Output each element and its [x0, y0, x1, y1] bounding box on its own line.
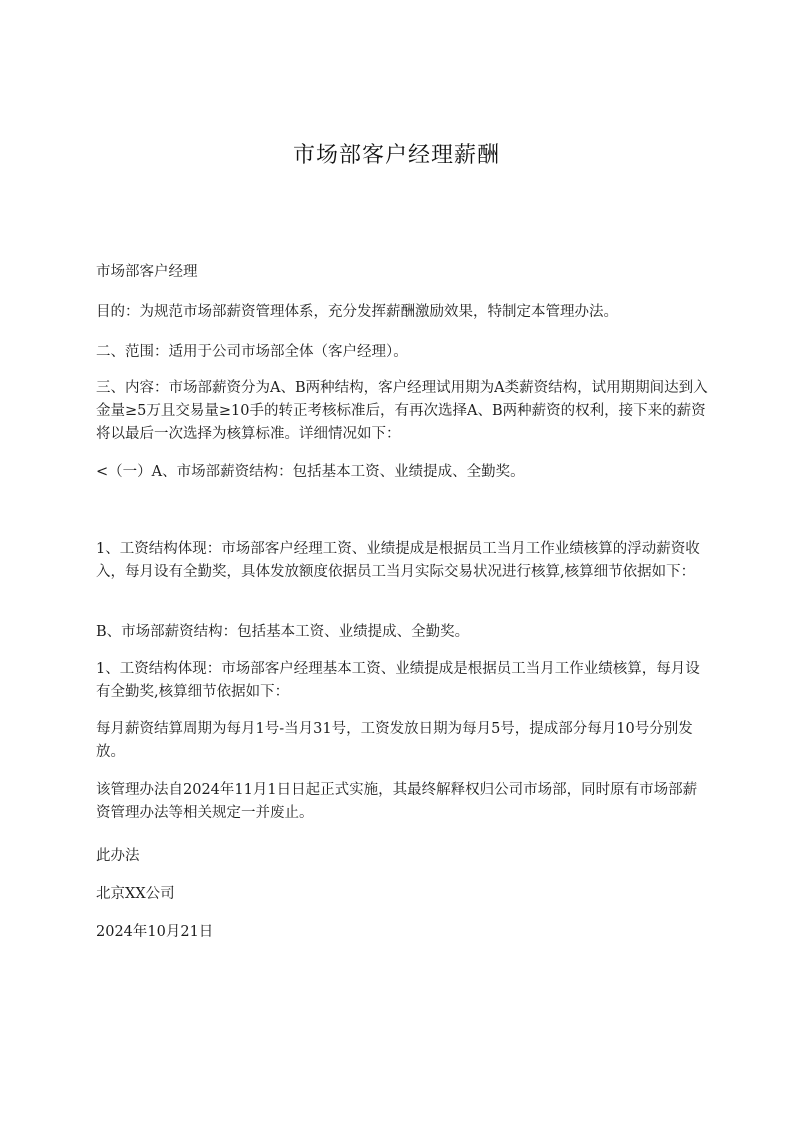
paragraph-purpose: 目的：为规范市场部薪资管理体系，充分发挥薪酬激励效果，特制定本管理办法。 — [96, 304, 618, 320]
paragraph-structure-b: B、市场部薪资结构：包括基本工资、业绩提成、全勤奖。 — [96, 624, 470, 640]
paragraph-structure-b-detail: 1、工资结构体现：市场部客户经理基本工资、业绩提成是根据员工当月工作业绩核算，每月设有全勤奖,核算细节依据如下： — [96, 661, 700, 700]
paragraph-settlement: 每月薪资结算周期为每月1号-当月31号，工资发放日期为每月5号，提成部分每月10号分别发放。 — [96, 721, 693, 760]
paragraph-effective-date: 该管理办法自2024年11月1日日起正式实施，其最终解释权归公司市场部，同时原有市场部薪资管理办法等相关规定一并废止。 — [96, 782, 698, 821]
paragraph-structure-a-detail: 1、工资结构体现：市场部客户经理工资、业绩提成是根据员工当月工作业绩核算的浮动薪资收入，每月设有全勤奖，具体发放额度依据员工当月实际交易状况进行核算,核算细节依据如下： — [96, 541, 700, 580]
document-date: 2024年10月21日 — [96, 924, 214, 940]
paragraph-content: 三、内容：市场部薪资分为A、B两种结构，客户经理试用期为A类薪资结构，试用期期间达到入金量≥5万且交易量≥10手的转正考核标准后，有再次选择A、B两种薪资的权利，接下来的薪资将以最后一次选择为核算标准。详细情况如下： — [96, 380, 708, 442]
paragraph-scope: 二、范围：适用于公司市场部全体（客户经理）。 — [96, 344, 408, 360]
closing-note: 此办法 — [96, 848, 140, 864]
paragraph-subject: 市场部客户经理 — [96, 264, 198, 280]
document-title: 市场部客户经理薪酬 — [292, 143, 500, 168]
paragraph-structure-a: <（一）A、市场部薪资结构：包括基本工资、业绩提成、全勤奖。 — [96, 464, 525, 480]
company-name: 北京XX公司 — [96, 886, 175, 902]
